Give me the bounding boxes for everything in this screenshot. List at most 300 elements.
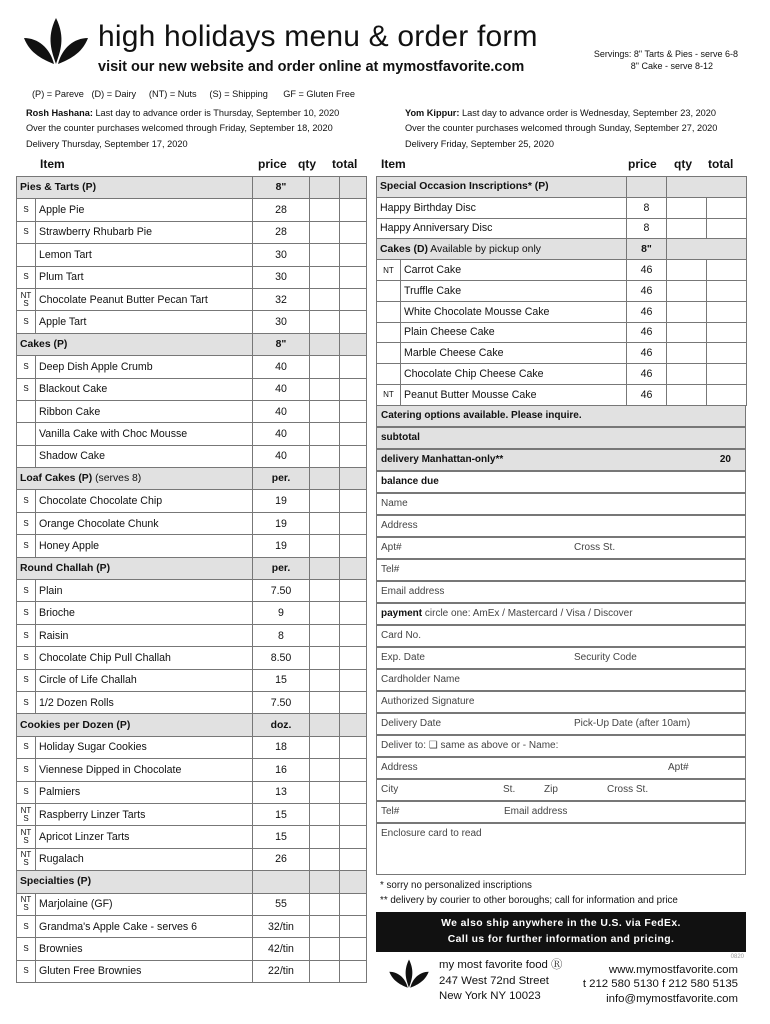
item-name: 1/2 Dozen Rolls xyxy=(36,691,253,713)
qty-input[interactable] xyxy=(310,400,340,422)
item-price: 15 xyxy=(253,826,310,848)
menu-row xyxy=(17,915,367,937)
item-name: Chocolate Chip Pull Challah xyxy=(36,647,253,669)
badge: S xyxy=(17,221,36,243)
menu-row xyxy=(377,197,747,218)
right-col-item: Item xyxy=(381,157,406,171)
subtotal-row: subtotal xyxy=(376,427,746,449)
qty-input[interactable] xyxy=(310,893,340,915)
item-name: Chocolate Chocolate Chip xyxy=(36,490,253,512)
menu-row xyxy=(377,322,747,343)
qty-input[interactable] xyxy=(667,280,707,301)
section-header xyxy=(17,714,367,736)
menu-row xyxy=(17,288,367,310)
total-cell xyxy=(340,624,367,646)
badge: NT S xyxy=(17,893,36,915)
item-price: 40 xyxy=(253,445,310,467)
address-field[interactable]: Address xyxy=(376,515,746,537)
menu-row xyxy=(17,490,367,512)
total-cell xyxy=(340,714,367,736)
menu-row xyxy=(17,221,367,243)
total-cell xyxy=(707,384,747,405)
menu-row xyxy=(17,535,367,557)
section-size: 8" xyxy=(253,333,310,355)
qty-input[interactable] xyxy=(667,301,707,322)
catering-row: Catering options available. Please inquire. xyxy=(376,405,746,427)
badge: NT xyxy=(377,384,401,405)
cardholder-field[interactable]: Cardholder Name xyxy=(376,669,746,691)
badge: S xyxy=(17,580,36,602)
balance-due-row: balance due xyxy=(376,471,746,493)
total-cell xyxy=(340,602,367,624)
item-name: Holiday Sugar Cookies xyxy=(36,736,253,758)
badge: NT xyxy=(377,260,401,281)
item-name: Blackout Cake xyxy=(36,378,253,400)
item-price: 55 xyxy=(253,893,310,915)
item-name: Orange Chocolate Chunk xyxy=(36,512,253,534)
qty-input[interactable] xyxy=(310,803,340,825)
menu-row xyxy=(17,311,367,333)
item-name: Raspberry Linzer Tarts xyxy=(36,803,253,825)
item-name: Chocolate Chip Cheese Cake xyxy=(401,364,627,385)
section-header xyxy=(17,333,367,355)
badge: S xyxy=(17,915,36,937)
item-name: Honey Apple xyxy=(36,535,253,557)
badge: S xyxy=(17,624,36,646)
total-cell xyxy=(707,197,747,218)
item-price: 46 xyxy=(627,364,667,385)
total-cell xyxy=(340,669,367,691)
item-name: Grandma's Apple Cake - serves 6 xyxy=(36,915,253,937)
item-price: 40 xyxy=(253,423,310,445)
item-price: 16 xyxy=(253,759,310,781)
menu-row xyxy=(17,400,367,422)
item-price: 28 xyxy=(253,221,310,243)
badge: NT S xyxy=(17,803,36,825)
total-cell xyxy=(707,343,747,364)
item-price: 19 xyxy=(253,535,310,557)
item-price: 40 xyxy=(253,400,310,422)
badge: S xyxy=(17,759,36,781)
qty-input[interactable] xyxy=(310,378,340,400)
section-size: doz. xyxy=(253,714,310,736)
menu-row xyxy=(17,848,367,870)
menu-row xyxy=(377,280,747,301)
shipping-banner: We also ship anywhere in the U.S. via FedEx. Call us for further information and pricing. xyxy=(376,912,746,952)
item-price: 13 xyxy=(253,781,310,803)
menu-row xyxy=(377,260,747,281)
section-title: Cakes (D) Available by pickup only xyxy=(377,239,627,260)
total-cell xyxy=(707,239,747,260)
badge: S xyxy=(17,938,36,960)
section-title: Specialties (P) xyxy=(17,871,253,893)
item-price: 19 xyxy=(253,490,310,512)
qty-cell xyxy=(310,714,340,736)
qty-input[interactable] xyxy=(310,445,340,467)
item-price: 19 xyxy=(253,512,310,534)
qty-input[interactable] xyxy=(310,244,340,266)
qty-input[interactable] xyxy=(667,364,707,385)
website-link[interactable]: www.mymostfavorite.com xyxy=(608,964,738,976)
qty-cell xyxy=(667,239,707,260)
card-number-field[interactable]: Card No. xyxy=(376,625,746,647)
email-field[interactable]: Email address xyxy=(376,581,746,603)
menu-row xyxy=(17,199,367,221)
qty-input[interactable] xyxy=(310,826,340,848)
notes: * sorry no personalized inscriptions ** delivery by courier to other boroughs; call for information and price xyxy=(380,880,678,906)
qty-input[interactable] xyxy=(667,260,707,281)
delivery-date-field[interactable]: Delivery Date Pick-Up Date (after 10am) xyxy=(376,713,746,735)
badge: S xyxy=(17,490,36,512)
item-price: 42/tin xyxy=(253,938,310,960)
section-header xyxy=(17,557,367,579)
item-name: Brownies xyxy=(36,938,253,960)
badge xyxy=(17,244,36,266)
menu-row xyxy=(17,445,367,467)
menu-row xyxy=(17,624,367,646)
section-size xyxy=(253,871,310,893)
item-name: Peanut Butter Mousse Cake xyxy=(401,384,627,405)
qty-input[interactable] xyxy=(310,647,340,669)
total-cell xyxy=(340,266,367,288)
right-col-total: total xyxy=(708,157,734,171)
total-cell xyxy=(340,199,367,221)
qty-input[interactable] xyxy=(310,960,340,982)
item-name: Deep Dish Apple Crumb xyxy=(36,356,253,378)
total-cell xyxy=(340,647,367,669)
left-col-price: price xyxy=(258,157,287,171)
badge xyxy=(377,322,401,343)
address2-field[interactable]: Address Apt# xyxy=(376,757,746,779)
total-cell xyxy=(340,803,367,825)
item-name: Marble Cheese Cake xyxy=(401,343,627,364)
item-price: 40 xyxy=(253,378,310,400)
menu-row xyxy=(17,423,367,445)
qty-input[interactable] xyxy=(310,266,340,288)
payment-field[interactable]: payment circle one: AmEx / Mastercard / Visa / Discover xyxy=(376,603,746,625)
qty-input[interactable] xyxy=(310,535,340,557)
item-price: 30 xyxy=(253,266,310,288)
left-col-total: total xyxy=(332,157,358,171)
website-subtitle: visit our new website and order online at mymostfavorite.com xyxy=(98,59,525,75)
qty-input[interactable] xyxy=(667,343,707,364)
item-price: 15 xyxy=(253,803,310,825)
qty-input[interactable] xyxy=(310,356,340,378)
item-price: 8 xyxy=(253,624,310,646)
item-name: Raisin xyxy=(36,624,253,646)
item-name: Gluten Free Brownies xyxy=(36,960,253,982)
total-cell xyxy=(340,848,367,870)
menu-row xyxy=(17,893,367,915)
qty-input[interactable] xyxy=(667,197,707,218)
item-price: 15 xyxy=(253,669,310,691)
item-name: Plain xyxy=(36,580,253,602)
badge: S xyxy=(17,311,36,333)
item-price: 8.50 xyxy=(253,647,310,669)
total-cell xyxy=(707,218,747,239)
menu-row xyxy=(17,602,367,624)
total-cell xyxy=(340,445,367,467)
menu-row xyxy=(17,512,367,534)
item-price: 28 xyxy=(253,199,310,221)
badge xyxy=(17,423,36,445)
total-cell xyxy=(340,736,367,758)
qty-cell xyxy=(667,177,707,198)
qty-input[interactable] xyxy=(310,781,340,803)
item-name: Carrot Cake xyxy=(401,260,627,281)
item-price: 18 xyxy=(253,736,310,758)
total-cell xyxy=(340,221,367,243)
item-name: Brioche xyxy=(36,602,253,624)
section-title: Loaf Cakes (P) (serves 8) xyxy=(17,468,253,490)
menu-row xyxy=(17,691,367,713)
section-title: Special Occasion Inscriptions* (P) xyxy=(377,177,627,198)
item-name: Vanilla Cake with Choc Mousse xyxy=(36,423,253,445)
badge xyxy=(17,445,36,467)
badge: S xyxy=(17,960,36,982)
section-header xyxy=(17,468,367,490)
total-cell xyxy=(340,490,367,512)
deliver-to-field[interactable]: Deliver to: ❏ same as above or - Name: xyxy=(376,735,746,757)
total-cell xyxy=(707,177,747,198)
item-name: Rugalach xyxy=(36,848,253,870)
total-cell xyxy=(340,893,367,915)
qty-input[interactable] xyxy=(310,423,340,445)
menu-row xyxy=(377,343,747,364)
qty-input[interactable] xyxy=(310,490,340,512)
qty-input[interactable] xyxy=(310,221,340,243)
total-cell xyxy=(340,781,367,803)
item-price: 46 xyxy=(627,343,667,364)
left-col-qty: qty xyxy=(298,157,316,171)
qty-input[interactable] xyxy=(310,669,340,691)
form-code: 0820 xyxy=(730,954,744,960)
badge xyxy=(377,343,401,364)
total-cell xyxy=(707,322,747,343)
item-price: 46 xyxy=(627,301,667,322)
qty-input[interactable] xyxy=(310,915,340,937)
item-name: Ribbon Cake xyxy=(36,400,253,422)
badge: S xyxy=(17,199,36,221)
badge xyxy=(377,301,401,322)
total-cell xyxy=(340,826,367,848)
total-cell xyxy=(340,580,367,602)
qty-input[interactable] xyxy=(310,759,340,781)
item-name: Plum Tart xyxy=(36,266,253,288)
item-name: Apple Pie xyxy=(36,199,253,221)
menu-row xyxy=(17,266,367,288)
total-cell xyxy=(340,691,367,713)
badge: S xyxy=(17,602,36,624)
menu-row xyxy=(17,826,367,848)
apt-field[interactable]: Apt# Cross St. xyxy=(376,537,746,559)
qty-cell xyxy=(310,177,340,199)
badge: S xyxy=(17,512,36,534)
qty-input[interactable] xyxy=(310,691,340,713)
section-size: per. xyxy=(253,468,310,490)
item-price: 30 xyxy=(253,311,310,333)
menu-row xyxy=(17,244,367,266)
qty-input[interactable] xyxy=(310,580,340,602)
qty-input[interactable] xyxy=(667,384,707,405)
item-name: Strawberry Rhubarb Pie xyxy=(36,221,253,243)
badge xyxy=(377,364,401,385)
qty-input[interactable] xyxy=(667,322,707,343)
item-price: 46 xyxy=(627,322,667,343)
item-name: Shadow Cake xyxy=(36,445,253,467)
badge: S xyxy=(17,535,36,557)
section-title: Pies & Tarts (P) xyxy=(17,177,253,199)
item-name: Palmiers xyxy=(36,781,253,803)
signature-field[interactable]: Authorized Signature xyxy=(376,691,746,713)
badge xyxy=(17,400,36,422)
total-cell xyxy=(340,177,367,199)
tel-field[interactable]: Tel# xyxy=(376,559,746,581)
menu-row xyxy=(17,647,367,669)
menu-row xyxy=(17,781,367,803)
item-price: 26 xyxy=(253,848,310,870)
menu-row xyxy=(17,356,367,378)
right-menu-table xyxy=(376,176,747,406)
item-price: 46 xyxy=(627,280,667,301)
yom-kippur-info: Yom Kippur: Last day to advance order is Wednesday, September 23, 2020 Over the counter purchases welcomed through Sunday, September 27, 2020 Delivery Friday, September 25, 2020 xyxy=(405,108,718,149)
badge: S xyxy=(17,736,36,758)
menu-row xyxy=(17,580,367,602)
item-name: Truffle Cake xyxy=(401,280,627,301)
item-name: Lemon Tart xyxy=(36,244,253,266)
right-col-qty: qty xyxy=(674,157,692,171)
total-cell xyxy=(340,333,367,355)
menu-row xyxy=(377,384,747,405)
left-menu-table xyxy=(16,176,367,983)
qty-input[interactable] xyxy=(310,512,340,534)
badge: S xyxy=(17,266,36,288)
page-title: high holidays menu & order form xyxy=(98,20,538,53)
left-col-item: Item xyxy=(40,157,65,171)
qty-cell xyxy=(310,468,340,490)
total-cell xyxy=(340,311,367,333)
qty-input[interactable] xyxy=(310,938,340,960)
badge: NT S xyxy=(17,826,36,848)
badge: S xyxy=(17,669,36,691)
menu-row xyxy=(377,301,747,322)
item-name: Circle of Life Challah xyxy=(36,669,253,691)
item-price: 32/tin xyxy=(253,915,310,937)
qty-input[interactable] xyxy=(310,624,340,646)
item-price: 9 xyxy=(253,602,310,624)
city-field[interactable]: City St. Zip Cross St. xyxy=(376,779,746,801)
right-col-price: price xyxy=(628,157,657,171)
item-name: Chocolate Peanut Butter Pecan Tart xyxy=(36,288,253,310)
section-header xyxy=(17,871,367,893)
section-title: Cookies per Dozen (P) xyxy=(17,714,253,736)
qty-input[interactable] xyxy=(310,288,340,310)
section-title: Cakes (P) xyxy=(17,333,253,355)
badge: NT S xyxy=(17,848,36,870)
menu-row xyxy=(17,960,367,982)
total-cell xyxy=(340,960,367,982)
total-cell xyxy=(340,759,367,781)
qty-input[interactable] xyxy=(310,848,340,870)
total-cell xyxy=(340,468,367,490)
total-cell xyxy=(340,915,367,937)
section-header xyxy=(377,177,747,198)
total-cell xyxy=(707,260,747,281)
item-price: 46 xyxy=(627,384,667,405)
item-name: Apricot Linzer Tarts xyxy=(36,826,253,848)
qty-cell xyxy=(310,557,340,579)
total-cell xyxy=(340,557,367,579)
item-price: 8 xyxy=(627,218,667,239)
qty-input[interactable] xyxy=(310,199,340,221)
qty-input[interactable] xyxy=(310,311,340,333)
total-cell xyxy=(340,871,367,893)
menu-row xyxy=(17,803,367,825)
leaf-logo-icon xyxy=(388,957,430,989)
badge: S xyxy=(17,647,36,669)
item-price: 46 xyxy=(627,260,667,281)
qty-input[interactable] xyxy=(667,218,707,239)
qty-input[interactable] xyxy=(310,602,340,624)
item-price: 30 xyxy=(253,244,310,266)
item-name: Apple Tart xyxy=(36,311,253,333)
qty-input[interactable] xyxy=(310,736,340,758)
item-name: Viennese Dipped in Chocolate xyxy=(36,759,253,781)
menu-row xyxy=(17,938,367,960)
menu-row xyxy=(17,759,367,781)
section-size: 8" xyxy=(627,239,667,260)
total-cell xyxy=(340,244,367,266)
item-price: 8 xyxy=(627,197,667,218)
section-header xyxy=(377,239,747,260)
total-cell xyxy=(707,280,747,301)
name-field[interactable]: Name xyxy=(376,493,746,515)
enclosure-field[interactable]: Enclosure card to read xyxy=(376,823,746,875)
total-cell xyxy=(340,378,367,400)
servings-info: Servings: 8" Tarts & Pies - serve 6-8 8" Cake - serve 8-12 xyxy=(593,49,738,71)
item-name: Plain Cheese Cake xyxy=(401,322,627,343)
qty-cell xyxy=(310,333,340,355)
footer-contact: www.mymostfavorite.com t 212 580 5130 f 212 580 5135 info@mymostfavorite.com xyxy=(582,964,738,1005)
badge: NT S xyxy=(17,288,36,310)
total-cell xyxy=(707,364,747,385)
section-size xyxy=(627,177,667,198)
menu-row xyxy=(17,669,367,691)
badge: S xyxy=(17,691,36,713)
delivery-row: delivery Manhattan-only** 20 xyxy=(376,449,746,471)
menu-row xyxy=(17,736,367,758)
item-price: 22/tin xyxy=(253,960,310,982)
section-title: Round Challah (P) xyxy=(17,557,253,579)
item-name: Happy Anniversary Disc xyxy=(377,218,627,239)
total-cell xyxy=(340,400,367,422)
total-cell xyxy=(707,301,747,322)
badge: S xyxy=(17,356,36,378)
menu-row xyxy=(17,378,367,400)
item-price: 40 xyxy=(253,356,310,378)
exp-date-field[interactable]: Exp. Date Security Code xyxy=(376,647,746,669)
menu-row xyxy=(377,364,747,385)
leaf-logo-icon xyxy=(22,14,90,66)
tel2-field[interactable]: Tel# Email address xyxy=(376,801,746,823)
item-price: 7.50 xyxy=(253,691,310,713)
total-cell xyxy=(340,535,367,557)
email-link[interactable]: info@mymostfavorite.com xyxy=(606,992,738,1005)
total-cell xyxy=(340,288,367,310)
badge: S xyxy=(17,378,36,400)
section-size: 8" xyxy=(253,177,310,199)
total-cell xyxy=(340,512,367,534)
